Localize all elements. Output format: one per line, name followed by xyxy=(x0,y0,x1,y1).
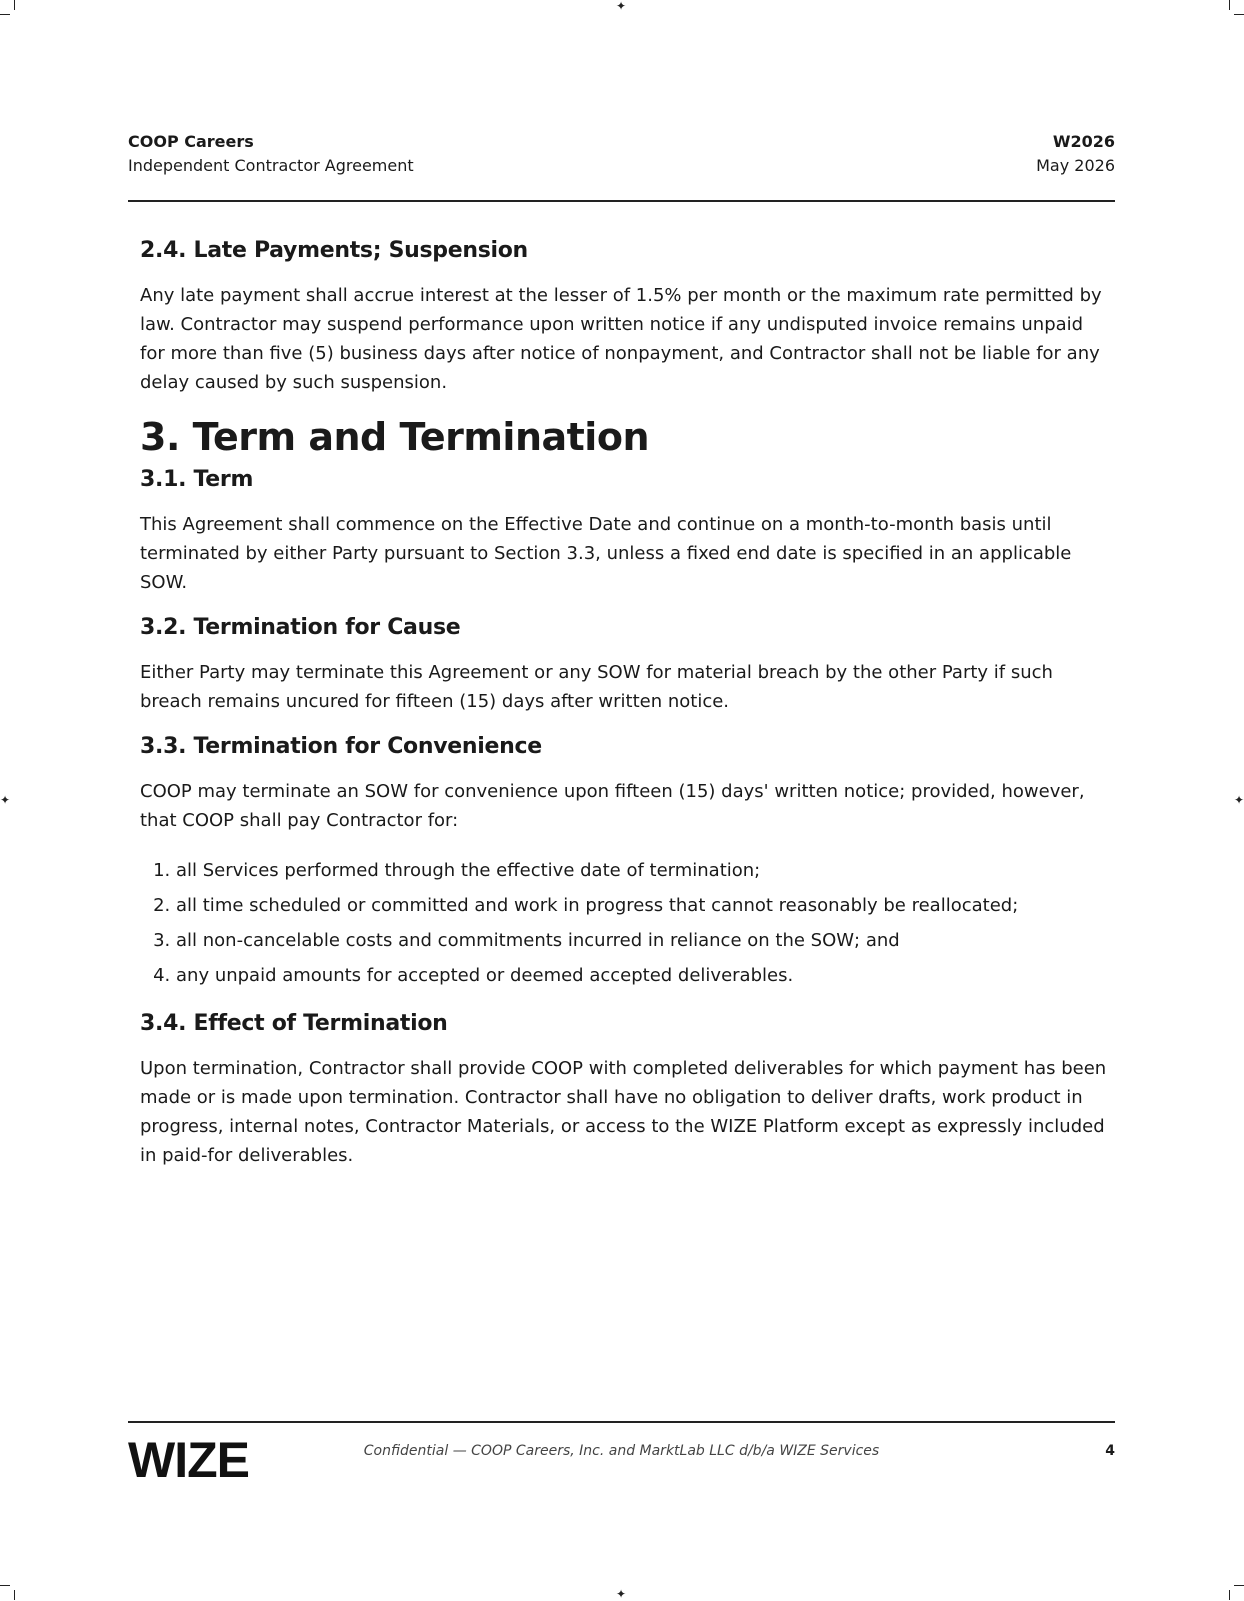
page-number: 4 xyxy=(1105,1443,1115,1459)
list-item: 4. any unpaid amounts for accepted or deemed accepted deliverables. xyxy=(176,958,1108,993)
section-3-4-body: Upon termination, Contractor shall provide COOP with completed deliverables for which payment has been made or is made upon termination. Contractor shall have no obligation to deliver drafts, work product in progress, internal notes, Contractor Materials, or access to the WIZE Platform except as expressly included in paid-for deliverables. xyxy=(140,1058,1107,1166)
crop-mark-bottom-right-h xyxy=(1234,1585,1244,1586)
section-2-4-heading: 2.4. Late Payments; Suspension xyxy=(140,238,528,263)
registration-mark-top-icon: ✦ xyxy=(616,0,627,13)
section-3-2-body: Either Party may terminate this Agreement or any SOW for material breach by the other Party if such breach remains uncured for fifteen (15) days after written notice. xyxy=(140,662,1053,712)
list-item: 3. all non-cancelable costs and commitments incurred in reliance on the SOW; and xyxy=(176,923,1108,958)
section-3-3-list xyxy=(140,853,1108,993)
section-3-4-heading: 3.4. Effect of Termination xyxy=(140,1011,448,1036)
page-header xyxy=(128,128,1115,202)
list-item: 2. all time scheduled or committed and work in progress that cannot reasonably be reallocated; xyxy=(176,888,1108,923)
crop-mark-bottom-left-h xyxy=(0,1585,10,1586)
document-body xyxy=(140,238,1108,1188)
list-item: 1. all Services performed through the effective date of termination; xyxy=(176,853,1108,888)
crop-mark-top-left-h xyxy=(0,14,10,15)
document-code: W2026 xyxy=(1052,132,1115,151)
crop-mark-top-left-v xyxy=(14,0,15,10)
section-3-2-heading: 3.2. Termination for Cause xyxy=(140,615,461,640)
document-date: May 2026 xyxy=(1036,156,1115,175)
document-title: Independent Contractor Agreement xyxy=(128,156,414,175)
wize-logo: WIZE xyxy=(128,1432,249,1488)
registration-mark-right-icon: ✦ xyxy=(1234,793,1244,807)
crop-mark-bottom-right-v xyxy=(1229,1590,1230,1600)
section-3-heading: 3. Term and Termination xyxy=(140,415,649,459)
section-3-3-body: COOP may terminate an SOW for convenience upon fifteen (15) days' written notice; provided, however, that COOP shall pay Contractor for: xyxy=(140,781,1085,831)
confidential-notice: Confidential — COOP Careers, Inc. and MarktLab LLC d/b/a WIZE Services xyxy=(363,1443,880,1459)
section-3-1-heading: 3.1. Term xyxy=(140,467,254,492)
registration-mark-left-icon: ✦ xyxy=(0,793,11,807)
section-2-4-body: Any late payment shall accrue interest at the lesser of 1.5% per month or the maximum rate permitted by law. Contractor may suspend performance upon written notice if any undisputed invoice remains unpaid for more than five (5) business days after notice of nonpayment, and Contractor shall not be liable for any delay caused by such suspension. xyxy=(140,285,1102,393)
crop-mark-top-right-h xyxy=(1234,14,1244,15)
organization-name: COOP Careers xyxy=(128,132,254,151)
crop-mark-bottom-left-v xyxy=(14,1590,15,1600)
registration-mark-bottom-icon: ✦ xyxy=(616,1587,627,1601)
section-3-1-body: This Agreement shall commence on the Effective Date and continue on a month-to-month basis until terminated by either Party pursuant to Section 3.3, unless a fixed end date is specified in an applicable SOW. xyxy=(140,514,1072,593)
crop-mark-top-right-v xyxy=(1229,0,1230,10)
section-3-3-heading: 3.3. Termination for Convenience xyxy=(140,734,542,759)
page-footer xyxy=(128,1421,1115,1488)
